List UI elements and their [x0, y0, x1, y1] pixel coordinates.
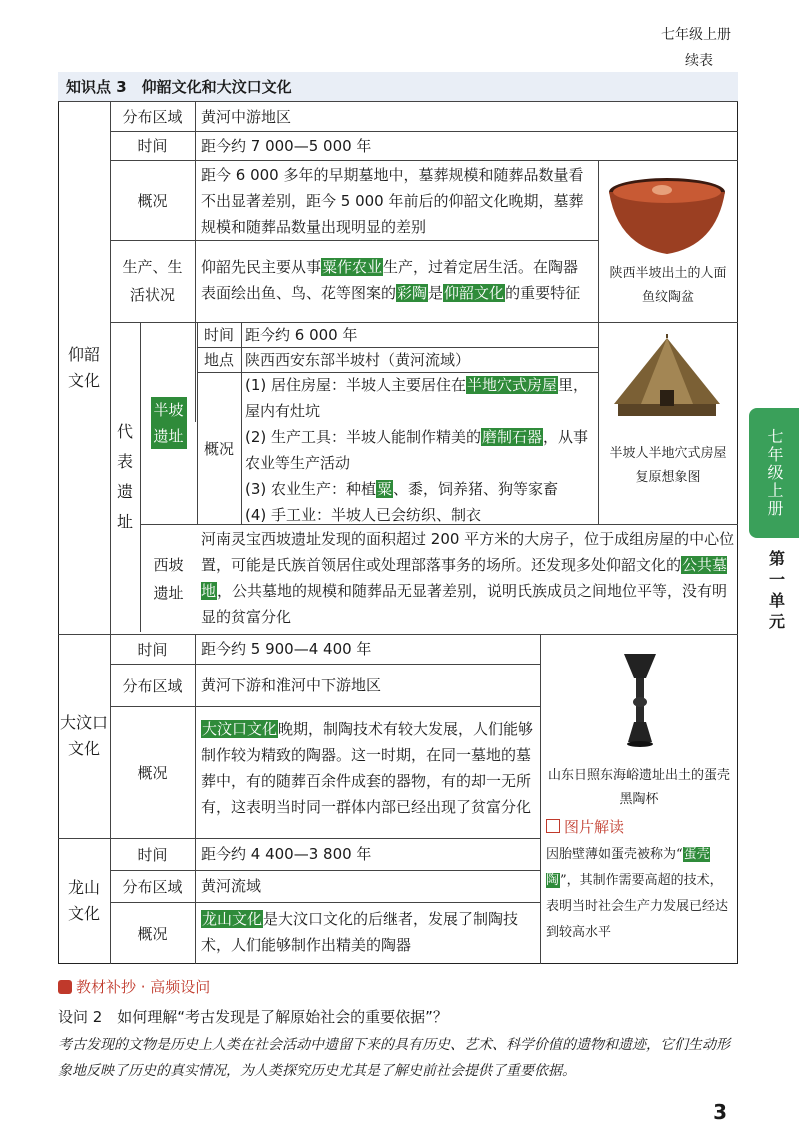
- label-life: 生产、生活状况: [122, 258, 183, 304]
- label-banpo-overview: 概况: [203, 439, 234, 458]
- value-overview: 距今 6 000 多年的早期墓地中，墓葬规模和随葬品数量看不出显著差别，距今 5 000 年前后的仰韶文化晚期，墓葬规模和随葬品数量出现明显的差别: [201, 166, 584, 236]
- pottery-basin-image: [604, 174, 730, 260]
- section-dawenkou-name: 大汶口文化: [60, 713, 109, 758]
- label-banpo-time: 时间: [203, 326, 234, 344]
- value-ls-time: 距今约 4 400—3 800 年: [201, 845, 372, 863]
- label-overview: 概况: [137, 191, 168, 210]
- header-grade: 七年级上册: [661, 27, 731, 43]
- banpo-item-handicraft: (4) 手工业：半坡人已会纺织、制衣: [245, 506, 482, 524]
- label-dwk-region: 分布区域: [122, 676, 183, 695]
- value-banpo-overview: [245, 372, 595, 528]
- eggshell-cup-image: [610, 650, 670, 754]
- label-region: 分布区域: [122, 108, 183, 126]
- value-dwk-overview: 大汶口文化晚期，制陶技术有较大发展，人们能够制作较为精致的陶器。这一时期，在同一墓地的墓葬中，有的随葬百余件成套的器物，有的却一无所有，这表明当时同一群体内部已经出现了贫富分化: [201, 720, 534, 816]
- page-number: 3: [713, 1100, 727, 1124]
- header-continued: 续表: [685, 53, 713, 69]
- pencil-icon: [58, 980, 72, 994]
- value-time: 距今约 7 000—5 000 年: [201, 136, 372, 155]
- label-ls-overview: 概况: [137, 924, 168, 943]
- value-life: 仰韶先民主要从事粟作农业生产，过着定居生活。在陶器表面绘出鱼、鸟、花等图案的彩陶是仰韶文化的重要特征: [201, 258, 581, 302]
- banpo-item-housing: (1) 居住房屋：半坡人主要居住在半地穴式房屋里，屋内有灶坑: [245, 376, 589, 420]
- value-ls-region: 黄河流域: [201, 877, 262, 895]
- value-dwk-time: 距今约 5 900—4 400 年: [201, 640, 372, 658]
- highlight-term: 仰韶文化: [444, 284, 505, 302]
- value-dwk-region: 黄河下游和淮河中下游地区: [201, 676, 382, 694]
- banpo-item-agriculture: (3) 农业生产：种植粟、黍，饲养猪、狗等家畜: [245, 480, 559, 498]
- label-ls-time: 时间: [137, 845, 168, 864]
- value-region: 黄河中游地区: [201, 107, 292, 126]
- table-title: 知识点 3 仰韶文化和大汶口文化: [66, 78, 292, 96]
- side-tab-grade[interactable]: 七年级上册: [749, 408, 799, 538]
- highlight-term: 彩陶: [397, 284, 428, 302]
- picture-note-title: 图片解读: [564, 818, 625, 836]
- label-banpo-place: 地点: [203, 351, 234, 369]
- caption-banpo-hut: 半坡人半地穴式房屋复原想象图: [609, 446, 727, 485]
- value-ls-overview: 龙山文化是大汶口文化的后继者，发展了制陶技术，人们能够制作出精美的陶器: [201, 910, 519, 954]
- supplement-question: 设问 2 如何理解“考古发现是了解原始社会的重要依据”？: [58, 1008, 448, 1026]
- label-ls-region: 分布区域: [122, 877, 183, 896]
- picture-note-icon: [546, 819, 560, 833]
- highlight-term: 粟作农业: [322, 258, 383, 276]
- caption-pottery-basin: 陕西半坡出土的人面鱼纹陶盆: [609, 266, 727, 305]
- site-banpo-name: 半坡遗址: [151, 397, 187, 449]
- section-yangshao-name: 仰韶文化: [67, 345, 100, 390]
- value-banpo-time: 距今约 6 000 年: [245, 325, 358, 344]
- label-sites: 代表遗址: [116, 422, 133, 531]
- site-xipo-name: 西坡遗址: [153, 556, 184, 602]
- supplement-header: 教材补抄 · 高频设问: [76, 978, 211, 996]
- banpo-hut-image: [608, 334, 726, 434]
- value-banpo-place: 陕西西安东部半坡村（黄河流域）: [245, 350, 471, 369]
- side-unit-label: 第一单元: [768, 549, 785, 631]
- value-xipo: 河南灵宝西坡遗址发现的面积超过 200 平方米的大房子，位于成组房屋的中心位置，可能是氏族首领居住或处理部落事务的场所。还发现多处仰韶文化的公共墓地，公共墓地的规模和随葬品无显著差别，说明氏族成员之间地位平等，没有明显的贫富分化: [201, 530, 735, 626]
- label-dwk-overview: 概况: [137, 763, 168, 782]
- label-dwk-time: 时间: [137, 640, 168, 659]
- supplement-answer: 考古发现的文物是历史上人类在社会活动中遗留下来的具有历史、艺术、科学价值的遗物和遗迹，它们生动形象地反映了历史的真实情况，为人类探究历史尤其是了解史前社会提供了重要依据。: [58, 1037, 730, 1079]
- label-time: 时间: [137, 137, 168, 155]
- banpo-item-tools: (2) 生产工具：半坡人能制作精美的磨制石器，从事农业等生产活动: [245, 428, 589, 472]
- section-longshan-name: 龙山文化: [67, 878, 100, 923]
- picture-note-text: 因胎壁薄如蛋壳被称为“蛋壳陶”，其制作需要高超的技术，表明当时社会生产力发展已经达到较高水平: [546, 847, 729, 940]
- caption-eggshell-cup: 山东日照东海峪遗址出土的蛋壳黑陶杯: [547, 768, 730, 807]
